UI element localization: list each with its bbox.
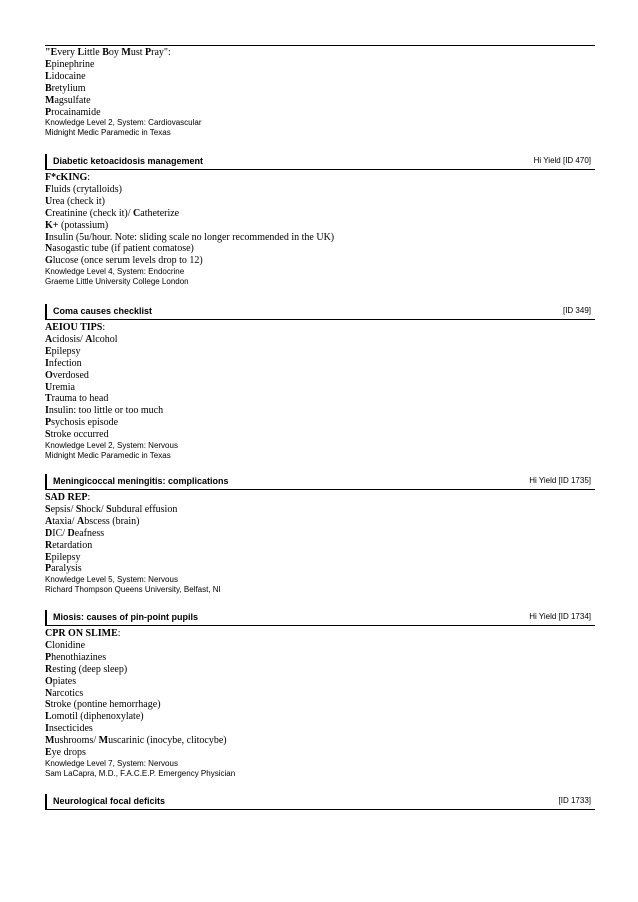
section-yield-id: [ID 349] xyxy=(562,306,591,315)
list-item: Acidosis/ Alcohol xyxy=(45,333,118,345)
section-title: Miosis: causes of pin-point pupils xyxy=(53,612,199,622)
list-item: K+ (potassium) xyxy=(45,219,109,231)
list-item: Ataxia/ Abscess (brain) xyxy=(45,515,140,527)
mnemonic-line: SAD REP: xyxy=(45,492,91,503)
list-item: Overdosed xyxy=(45,369,89,381)
author: Sam LaCapra, M.D., F.A.C.E.P. Emergency Physician xyxy=(45,768,236,778)
author: Graeme Little University College London xyxy=(45,277,189,287)
list-item: DIC/ Deafness xyxy=(45,527,105,539)
section-title: Coma causes checklist xyxy=(53,306,153,316)
list-item: Trauma to head xyxy=(45,393,109,405)
mnemonic-line: "Every Little Boy Must Pray": xyxy=(45,47,171,58)
knowledge-level: Knowledge Level 4, System: Endocrine xyxy=(45,267,185,277)
list-item: Lidocaine xyxy=(45,70,86,82)
list-item: Stroke occurred xyxy=(45,429,109,441)
list-item: Urea (check it) xyxy=(45,195,105,207)
section-body xyxy=(45,492,595,595)
knowledge-level: Knowledge Level 5, System: Nervous xyxy=(45,575,178,585)
list-item: Sepsis/ Shock/ Subdural effusion xyxy=(45,503,178,515)
list-item: Retardation xyxy=(45,539,93,551)
list-item: Resting (deep sleep) xyxy=(45,663,128,675)
section-yield-id: Hi Yield [ID 1735] xyxy=(529,476,591,485)
section-header[interactable] xyxy=(45,474,595,490)
list-item: Magsulfate xyxy=(45,94,91,106)
list-item: Lomotil (diphenoxylate) xyxy=(45,711,144,723)
list-item: Nasogastic tube (if patient comatose) xyxy=(45,243,194,255)
list-item: Creatinine (check it)/ Catheterize xyxy=(45,207,180,219)
list-item: Glucose (once serum levels drop to 12) xyxy=(45,255,203,267)
section-cardiac-mnemonic xyxy=(45,47,595,138)
author: Richard Thompson Queens University, Belfast, NI xyxy=(45,585,221,595)
list-item: Psychosis episode xyxy=(45,417,119,429)
section-header[interactable] xyxy=(45,610,595,626)
section-yield-id: Hi Yield [ID 470] xyxy=(533,156,591,165)
list-item: Opiates xyxy=(45,675,77,687)
section-body xyxy=(45,172,595,287)
section-title: Diabetic ketoacidosis management xyxy=(53,156,204,166)
knowledge-level: Knowledge Level 2, System: Nervous xyxy=(45,441,178,451)
list-item: Clonidine xyxy=(45,639,86,651)
mnemonic-line: CPR ON SLIME: xyxy=(45,628,121,639)
list-item: Eye drops xyxy=(45,747,86,759)
list-item: Infection xyxy=(45,357,82,369)
section-body xyxy=(45,628,595,779)
list-item: Fluids (crytalloids) xyxy=(45,183,122,195)
section-yield-id: Hi Yield [ID 1734] xyxy=(529,612,591,621)
section-title: Meningicoccal meningitis: complications xyxy=(53,476,229,486)
list-item: Bretylium xyxy=(45,82,86,94)
section-header[interactable] xyxy=(45,154,595,170)
list-item: Paralysis xyxy=(45,563,82,575)
knowledge-level: Knowledge Level 2, System: Cardiovascular xyxy=(45,118,202,128)
knowledge-level: Knowledge Level 7, System: Nervous xyxy=(45,758,178,768)
section-header[interactable] xyxy=(45,794,595,810)
mnemonic-line: AEIOU TIPS: xyxy=(45,322,106,333)
section-title: Neurological focal deficits xyxy=(53,796,166,806)
list-item: Epilepsy xyxy=(45,551,81,563)
list-item: Narcotics xyxy=(45,687,84,699)
section-body xyxy=(45,322,595,461)
mnemonic-line: F*cKING: xyxy=(45,172,90,183)
section-header[interactable] xyxy=(45,304,595,320)
list-item: Procainamide xyxy=(45,106,101,118)
list-item: Stroke (pontine hemorrhage) xyxy=(45,699,161,711)
list-item: Phenothiazines xyxy=(45,651,107,663)
list-item: Uremia xyxy=(45,381,75,393)
section-yield-id: [ID 1733] xyxy=(558,796,591,805)
list-item: Epinephrine xyxy=(45,58,95,70)
author: Midnight Medic Paramedic in Texas xyxy=(45,451,171,461)
list-item: Mushrooms/ Muscarinic (inocybe, clitocybe) xyxy=(45,735,227,747)
list-item: Epilepsy xyxy=(45,345,81,357)
list-item: Insecticides xyxy=(45,723,93,735)
author: Midnight Medic Paramedic in Texas xyxy=(45,128,171,138)
top-rule xyxy=(45,45,595,46)
list-item: Insulin: too little or too much xyxy=(45,405,164,417)
list-item: Insulin (5u/hour. Note: sliding scale no longer recommended in the UK) xyxy=(45,231,335,243)
